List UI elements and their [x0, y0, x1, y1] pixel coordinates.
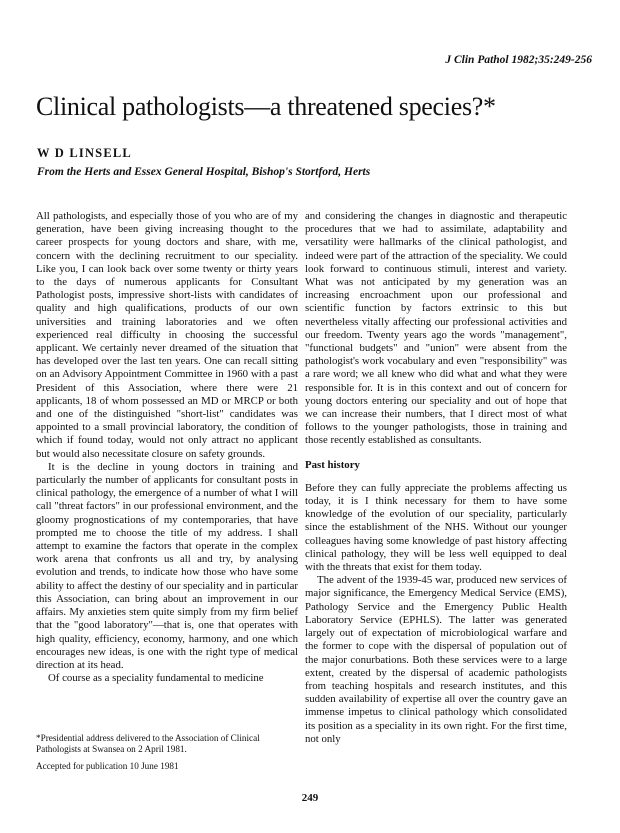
left-column — [36, 210, 298, 685]
author-affiliation: From the Herts and Essex General Hospital, Bishop's Stortford, Herts — [37, 166, 371, 178]
author-name: W D LINSELL — [37, 146, 132, 160]
footnotes — [36, 733, 298, 778]
body-paragraph: Before they can fully appreciate the problems affecting us today, it is I think necessary for them to have some knowledge of the evolution of our speciality, particularly since the establishment of the NHS. Without our younger colleagues having some knowledge of past history affecting clinical pathology, they will be less well equipped to deal with the threats that exist for them today. — [305, 481, 567, 574]
accepted-footnote: Accepted for publication 10 June 1981 — [36, 761, 179, 771]
body-paragraph: The advent of the 1939-45 war, produced new services of major significance, the Emergency Medical Service (EMS), Pathology Service and the Emergency Public Health Laboratory Service (EPHLS). The latter was generated largely out of expectation of microbiological warfare and the former to cope with the dispersal of population out of the major conurbations. Both these services were to a large extent, created by the dispersal of academic pathologists from teaching hospitals and research institutes, and this sudden availability of expertise all over the country gave an immense impetus to clinical pathology which consolidated its position as a speciality in its own right. For the first time, not only — [305, 574, 567, 745]
body-paragraph: and considering the changes in diagnostic and therapeutic procedures that we had to assimilate, adaptability and versatility were hallmarks of the clinical pathologist, and indeed were part of the attraction of the speciality. We could look forward to continuous stimuli, interest and variety. What was not anticipated by my generation was an increasing encroachment upon our professional and scientific function by factors extrinsic to this but nevertheless vitally affecting our professional activities and our freedom. Twenty years ago the words "management", "functional budgets" and "union" were absent from the pathologist's work vocabulary and even "responsibility" was a rare word; we all knew who did what and what they were responsible for. It is in this context and out of concern for young doctors entering our speciality and out of hope that we can increase their numbers, that I direct most of what follows to the younger pathologists, those in training and those recently established as consultants. — [305, 210, 567, 447]
body-paragraph: Of course as a speciality fundamental to medicine — [48, 672, 264, 685]
page-number: 249 — [301, 792, 319, 804]
body-paragraph: It is the decline in young doctors in training and particularly the number of applicants for consultant posts in clinical pathology, the emergence of a number of what I will call "threat factors" in our professional environment, and the gloomy prognostications of my contemporaries, that have prompted me to choose the title of my address. I shall attempt to examine the factors that operate in the complex work arena that confronts us all and try, by analysing evolution and trends, to indicate how those who have some ability to affect the destiny of our speciality and in particular this Association, can bring about an improvement in our affairs. My anxieties stem quite simply from my firm belief that the "good laboratory"—that is, one that operates with high quality, efficiency, economy, harmony, and one which encourages new ideas, is one with the right type of medical direction at its head. — [36, 460, 298, 671]
article-title: Clinical pathologists—a threatened species?* — [36, 92, 496, 121]
journal-reference: J Clin Pathol 1982;35:249-256 — [445, 54, 592, 66]
presidential-footnote: *Presidential address delivered to the Association of Clinical Pathologists at Swansea on 2 April 1981. — [36, 733, 260, 754]
right-column — [305, 210, 567, 746]
body-paragraph: All pathologists, and especially those of you who are of my generation, have been giving increasing thought to the career prospects for young doctors and share, with me, concern with the declining recruitment to our speciality. Like you, I can look back over some twenty or thirty years to the days of numerous applicants for Consultant Pathologist posts, impressive short-lists with candidates of quality and high qualifications, products of our own universities and training laboratories and we often experienced real difficulty in choosing the successful applicant. We certainly never dreamed of the situation that has developed over the last ten years. One can recall sitting on an Advisory Appointment Committee in 1960 with a past President of this Association, where there were 21 applicants, 18 of whom possessed an MD or MRCP or both and one of the distinguished "short-list" candidates was appointed to a small provincial laboratory, the condition of which if found today, would not only attract no applicant but would also necessitate closure on safety grounds. — [36, 210, 298, 460]
section-heading: Past history — [305, 458, 360, 471]
